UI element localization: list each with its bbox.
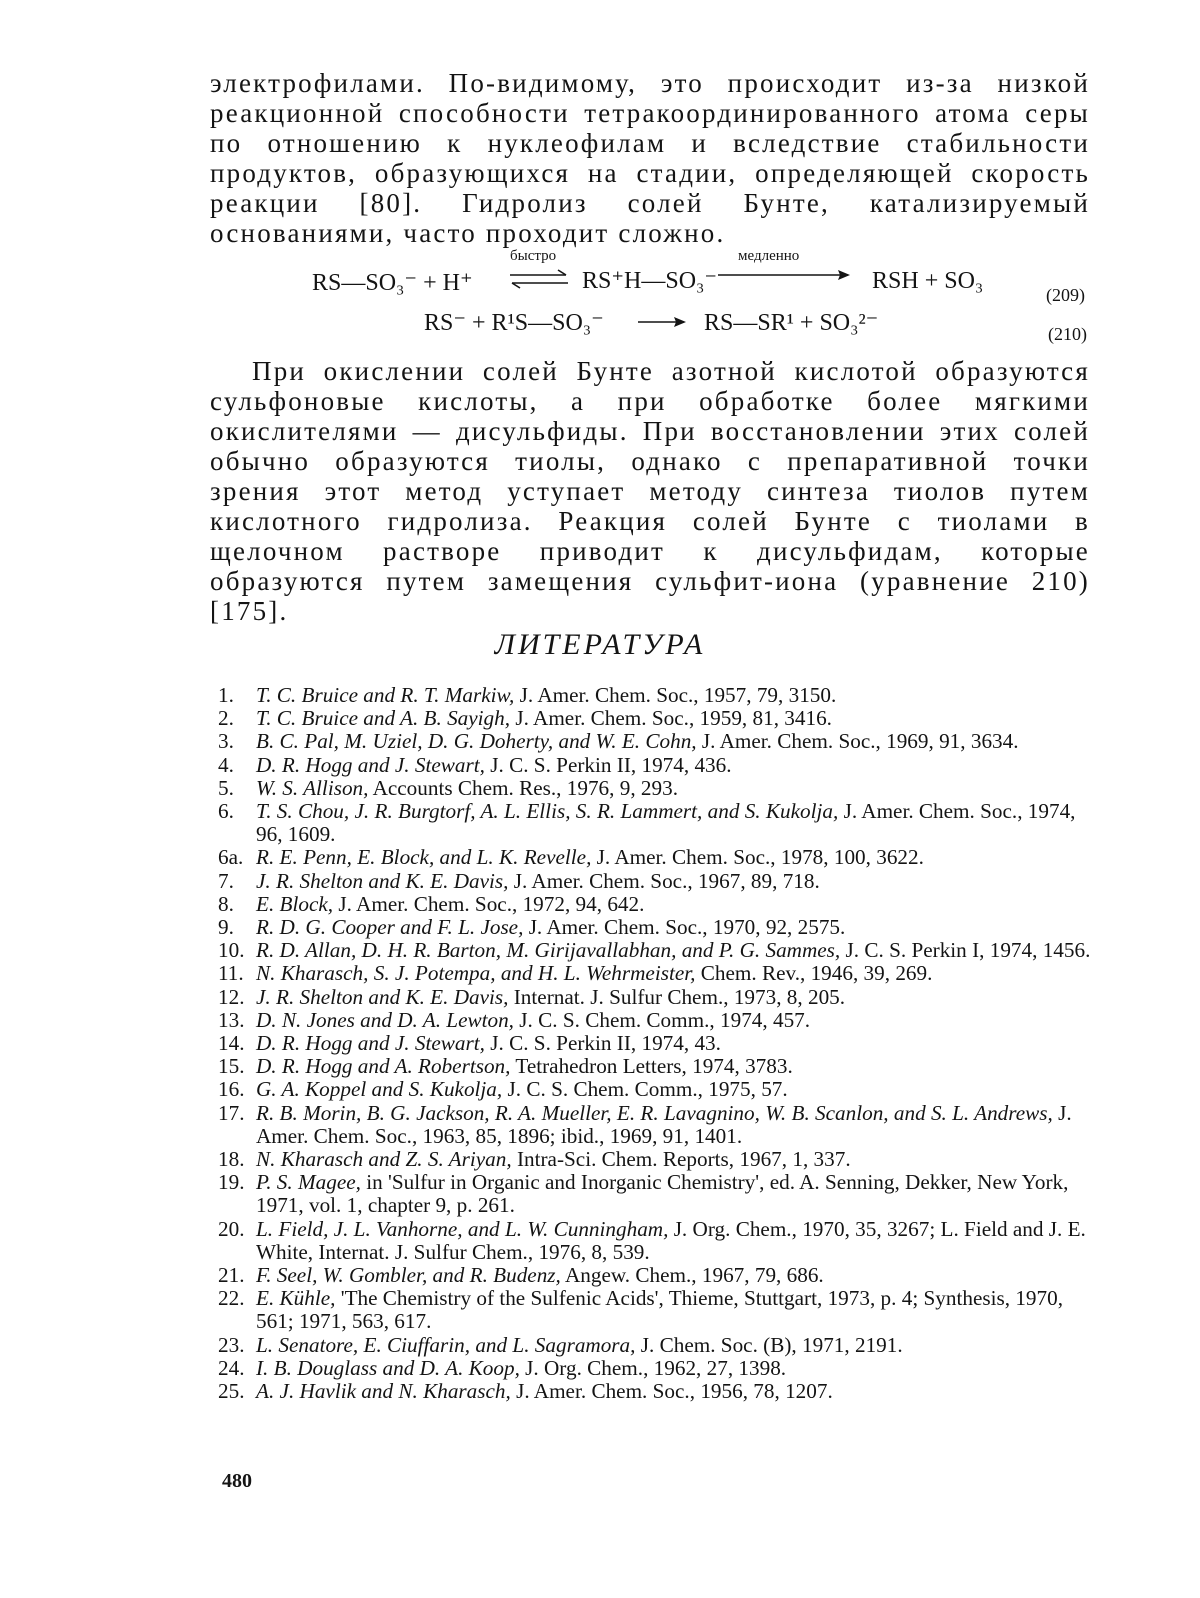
reference-item [218,1264,1098,1287]
reference-authors: E. Block, [256,891,334,916]
reference-authors: B. C. Pal, M. Uziel, D. G. Doherty, and W. E. Cohn, [256,729,697,754]
reference-authors: T. S. Chou, J. R. Burgtorf, A. L. Ellis, S. R. Lammert, and S. Kukolja, [256,799,839,824]
reference-source: J. Amer. Chem. Soc., 1963, 85, 1896; ibid., 1969, 91, 1401. [256,1100,1072,1148]
reference-number: 7. [218,868,234,893]
reference-source: J. Amer. Chem. Soc., 1956, 78, 1207. [510,1379,833,1404]
eq210-products: RS—SR¹ + SO₃²⁻ [704,310,879,336]
reference-authors: R. D. G. Cooper and F. L. Jose, [256,915,524,940]
reference-source: J. Amer. Chem. Soc., 1974, 96, 1609. [256,799,1076,847]
reference-item [218,870,1098,893]
reference-source: Angew. Chem., 1967, 79, 686. [560,1263,824,1288]
reference-source: J. Chem. Soc. (B), 1971, 2191. [635,1332,903,1357]
reference-item [218,707,1098,730]
reference-item [218,800,1098,846]
reference-source: J. C. S. Perkin II, 1974, 436. [484,752,732,777]
reference-authors: A. J. Havlik and N. Kharasch, [256,1379,511,1404]
reference-authors: G. A. Koppel and S. Kukolja, [256,1077,503,1102]
reference-item [218,939,1098,962]
body-paragraph-2: При окислении солей Бунте азотной кислотой образуются сульфоновые кислоты, а при обработке более мягкими окислителями — дисульфиды. При восстановлении этих солей обычно образуются тиолы, однако с препаративной точки зрения этот метод уступает методу синтеза тиолов путем кислотного гидролиза. Реакция солей Бунте с тиолами в щелочном растворе приводит к дисульфидам, которые образуются путем замещения сульфит-иона (уравнение 210) [175]. [210,356,1090,626]
reference-source: Accounts Chem. Res., 1976, 9, 293. [368,775,678,800]
eq210-number: (210) [1048,324,1087,344]
reference-item [218,1171,1098,1217]
reference-source: J. C. S. Perkin II, 1974, 43. [484,1031,721,1056]
reference-source: Internat. J. Sulfur Chem., 1973, 8, 205. [508,984,846,1009]
reference-authors: D. R. Hogg and A. Robertson, [256,1054,511,1079]
body-paragraph-1: электрофилами. По-видимому, это происходит из-за низкой реакционной способности тетракоординированного атома серы по отношению к нуклеофилам и вследствие стабильности продуктов, образующихся на стадии, определяющей скорость реакции [80]. Гидролиз солей Бунте, катализируемый основаниями, часто проходит сложно. [210,68,1090,248]
reference-item [218,1380,1098,1403]
reference-number: 8. [218,891,234,916]
right-arrow-icon [636,315,688,329]
reference-item [218,754,1098,777]
reference-source: J. C. S. Chem. Comm., 1974, 457. [513,1007,811,1032]
eq209-reactants: RS—SO₃⁻ + H⁺ [312,270,473,296]
reference-number: 22. [218,1286,245,1311]
eq209-fast-label: быстро [510,248,557,264]
eq209-intermediate: RS⁺H—SO₃⁻ [582,268,718,294]
reference-item [218,684,1098,707]
reference-authors: N. Kharasch, S. J. Potempa, and H. L. Wehrmeister, [256,961,696,986]
reference-number: 6a. [218,845,244,870]
reference-authors: F. Seel, W. Gombler, and R. Budenz, [256,1263,561,1288]
reference-item [218,962,1098,985]
reference-source: J. Org. Chem., 1962, 27, 1398. [519,1355,787,1380]
reference-source: J. Amer. Chem. Soc., 1970, 92, 2575. [523,915,846,940]
reference-authors: J. R. Shelton and K. E. Davis, [256,984,509,1009]
reference-authors: R. D. Allan, D. H. R. Barton, M. Girijavallabhan, and P. G. Sammes, [256,938,841,963]
reference-source: J. Amer. Chem. Soc., 1969, 91, 3634. [696,729,1019,754]
reference-source: J. Amer. Chem. Soc., 1957, 79, 3150. [514,683,837,707]
reference-number: 18. [218,1147,245,1172]
page-number: 480 [222,1470,252,1492]
reference-number: 19. [218,1170,245,1195]
reference-number: 23. [218,1332,245,1357]
reference-authors: D. R. Hogg and J. Stewart, [256,752,485,777]
reference-number: 20. [218,1216,245,1241]
reference-item [218,1032,1098,1055]
reference-authors: N. Kharasch and Z. S. Ariyan, [256,1147,512,1172]
reference-authors: I. B. Douglass and D. A. Koop, [256,1355,520,1380]
reference-item [218,777,1098,800]
reference-authors: T. C. Bruice and R. T. Markiw, [256,683,515,707]
reference-authors: R. E. Penn, E. Block, and L. K. Revelle, [256,845,592,870]
reference-source: J. Org. Chem., 1970, 35, 3267; L. Field and J. E. White, Internat. J. Sulfur Chem., 1976, 8, 539. [256,1216,1086,1264]
reference-number: 14. [218,1031,245,1056]
reference-number: 9. [218,915,234,940]
reference-item [218,986,1098,1009]
reference-authors: E. Kühle, [256,1286,336,1311]
reference-item [218,730,1098,753]
reference-item [218,1102,1098,1148]
reference-authors: L. Senatore, E. Ciuffarin, and L. Sagramora, [256,1332,636,1357]
reference-number: 11. [218,961,244,986]
reference-item [218,846,1098,869]
reference-number: 3. [218,729,234,754]
reference-source: Chem. Rev., 1946, 39, 269. [695,961,933,986]
reference-number: 6. [218,799,234,824]
reference-authors: D. N. Jones and D. A. Lewton, [256,1007,514,1032]
reference-number: 16. [218,1077,245,1102]
reference-source: J. Amer. Chem. Soc., 1978, 100, 3622. [591,845,924,870]
reference-authors: P. S. Magee, [256,1170,361,1195]
eq209-products: RSH + SO₃ [872,268,984,294]
reference-item [218,893,1098,916]
reference-number: 12. [218,984,245,1009]
reference-item [218,1287,1098,1333]
reference-item [218,1357,1098,1380]
reference-source: in 'Sulfur in Organic and Inorganic Chemistry', ed. A. Senning, Dekker, New York, 1971, vol. 1, chapter 9, p. 261. [256,1170,1069,1218]
reference-item [218,1334,1098,1357]
reference-item [218,1055,1098,1078]
reference-item [218,916,1098,939]
reference-number: 21. [218,1263,245,1288]
reference-number: 5. [218,775,234,800]
reference-number: 17. [218,1100,245,1125]
reference-number: 13. [218,1007,245,1032]
right-arrow-icon [716,268,852,282]
reference-source: J. Amer. Chem. Soc., 1972, 94, 642. [333,891,645,916]
reference-source: J. Amer. Chem. Soc., 1967, 89, 718. [508,868,820,893]
reference-number: 24. [218,1355,245,1380]
reference-item [218,1009,1098,1032]
references-heading: ЛИТЕРАТУРА [494,628,706,661]
reference-source: 'The Chemistry of the Sulfenic Acids', Thieme, Stuttgart, 1973, p. 4; Synthesis, 1970, 561; 1971, 563, 617. [256,1286,1064,1334]
reference-authors: W. S. Allison, [256,775,369,800]
reference-number: 10. [218,938,245,963]
eq209-number: (209) [1046,285,1085,305]
reference-source: Intra-Sci. Chem. Reports, 1967, 1, 337. [511,1147,851,1172]
reference-authors: L. Field, J. L. Vanhorne, and L. W. Cunningham, [256,1216,669,1241]
reference-source: J. C. S. Chem. Comm., 1975, 57. [502,1077,788,1102]
reference-authors: R. B. Morin, B. G. Jackson, R. A. Mueller, E. R. Lavagnino, W. B. Scanlon, and S. L. Andrews, [256,1100,1053,1125]
reference-source: J. C. S. Perkin I, 1974, 1456. [840,938,1091,963]
reference-list [218,684,1098,1403]
reference-number: 2. [218,706,234,731]
reference-authors: J. R. Shelton and K. E. Davis, [256,868,509,893]
reference-number: 1. [218,683,234,707]
eq209-slow-label: медленно [738,248,800,264]
reference-item [218,1218,1098,1264]
reference-number: 4. [218,752,234,777]
reference-item [218,1078,1098,1101]
reference-source: J. Amer. Chem. Soc., 1959, 81, 3416. [510,706,832,731]
eq210-reactants: RS⁻ + R¹S—SO₃⁻ [424,310,604,336]
reference-source: Tetrahedron Letters, 1974, 3783. [510,1054,793,1079]
reference-number: 15. [218,1054,245,1079]
reference-authors: D. R. Hogg and J. Stewart, [256,1031,485,1056]
reference-number: 25. [218,1379,245,1404]
reference-authors: T. C. Bruice and A. B. Sayigh, [256,706,511,731]
equilibrium-arrow-icon [508,268,570,290]
reference-item [218,1148,1098,1171]
